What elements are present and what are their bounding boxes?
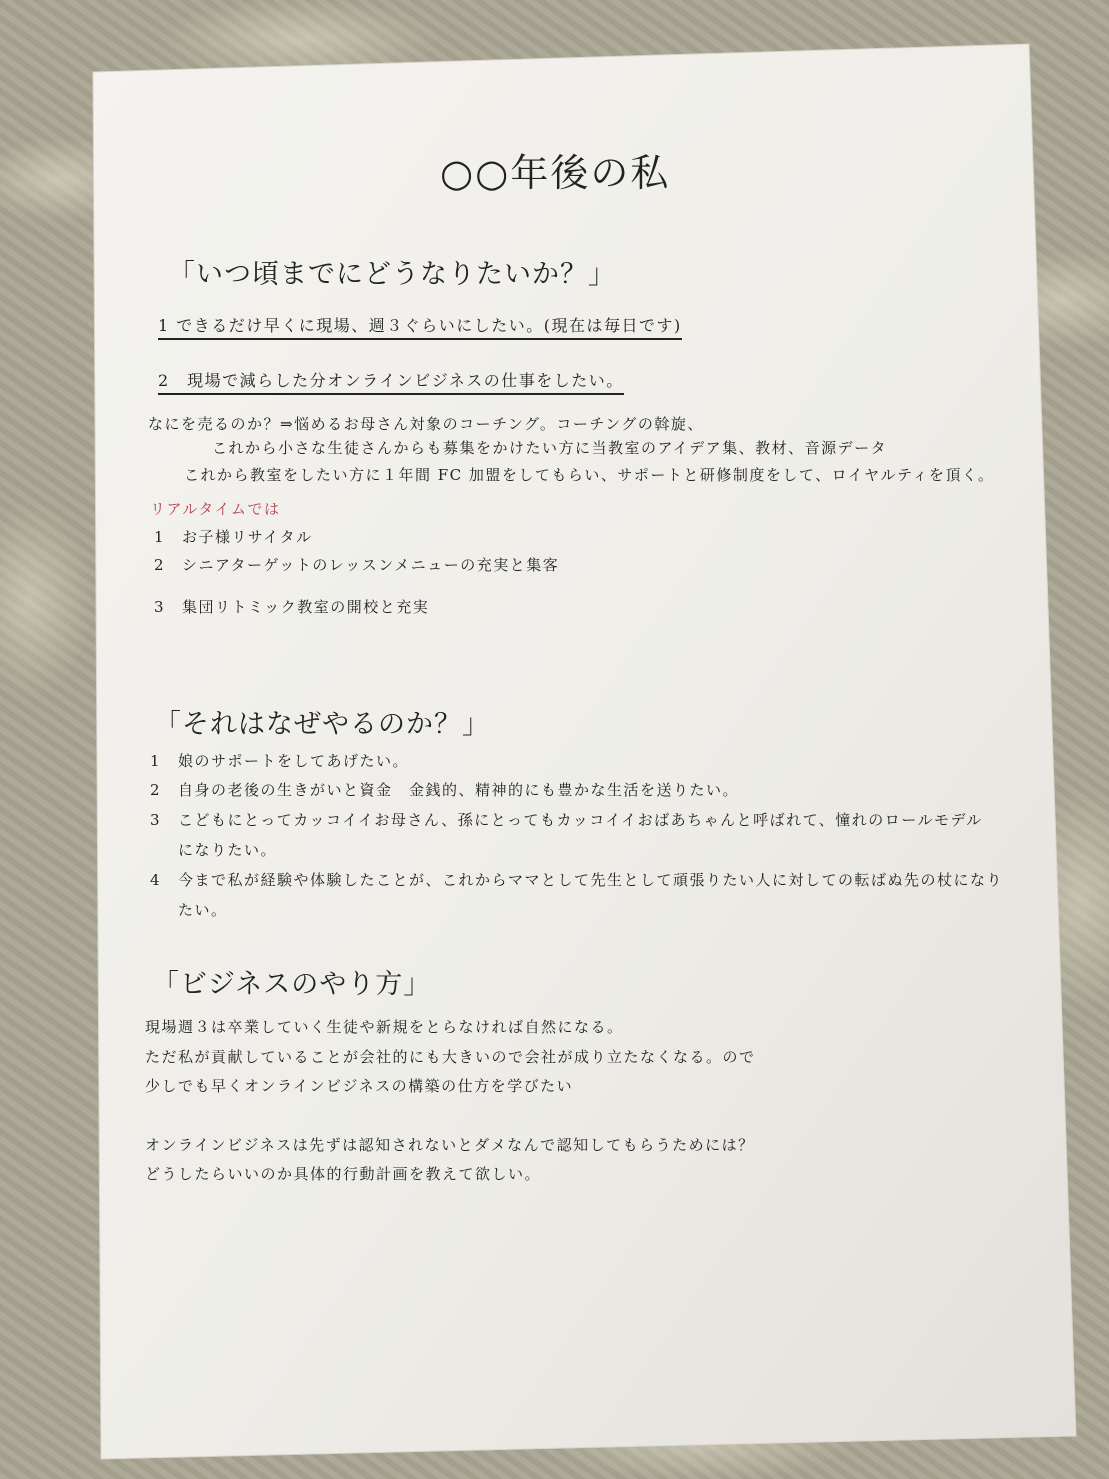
item-text: お子様リサイタル	[182, 528, 313, 546]
item-number: 3	[154, 598, 166, 616]
reason-continuation: たい。	[178, 901, 228, 919]
realtime-item	[154, 526, 313, 547]
item-text: 今まで私が経験や体験したことが、これからママとして先生として頑張りたい人に対しての転ばぬ先の杖になり	[178, 871, 1004, 889]
goal-2: 2 現場で減らした分オンラインビジネスの仕事をしたい。	[158, 368, 624, 395]
item-text: 娘のサポートをしてあげたい。	[178, 752, 410, 770]
item-number: 1	[150, 752, 162, 770]
item-text: 集団リトミック教室の開校と充実	[182, 598, 430, 616]
heading-how: 「ビジネスのやり方」	[152, 969, 432, 1000]
item-text: シニアターゲットのレッスンメニューの充実と集客	[182, 556, 560, 574]
online-line-2: これから小さな生徒さんからも募集をかけたい方に当教室のアイデア集、教材、音源データ	[212, 439, 888, 457]
realtime-item	[154, 554, 559, 575]
goal-1: 1 できるだけ早くに現場、週３ぐらいにしたい。(現在は毎日です)	[158, 313, 682, 340]
reason-continuation: になりたい。	[178, 841, 278, 859]
reason-item	[150, 809, 983, 830]
item-number: 1	[154, 528, 166, 546]
online-line-3: これから教室をしたい方に１年間 FC 加盟をしてもらい、サポートと研修制度をして、ロイヤルティを頂く。	[184, 466, 995, 484]
realtime-label: リアルタイムでは	[150, 500, 281, 518]
document-title: ○○年後の私	[440, 151, 671, 195]
item-text: こどもにとってカッコイイお母さん、孫にとってもカッコイイおばあちゃんと呼ばれて、憧れのロールモデル	[178, 811, 983, 829]
paragraph-line: 現場週３は卒業していく生徒や新規をとらなければ自然になる。	[145, 1018, 624, 1036]
item-number: 4	[150, 871, 162, 889]
reason-item	[150, 869, 1003, 890]
online-line-1: なにを売るのか？⇒悩めるお母さん対象のコーチング。コーチングの斡旋、	[148, 415, 704, 433]
paragraph-line: ただ私が貢献していることが会社的にも大きいので会社が成り立たなくなる。ので	[145, 1048, 756, 1066]
paragraph-line: オンラインビジネスは先ずは認知されないとダメなんで認知してもらうためには？	[145, 1136, 755, 1154]
reason-item	[150, 750, 409, 771]
realtime-item	[154, 596, 429, 617]
item-number: 2	[150, 781, 162, 799]
item-number: 2	[154, 556, 166, 574]
reason-item	[150, 779, 739, 800]
paragraph-line: 少しでも早くオンラインビジネスの構築の仕方を学びたい	[145, 1077, 574, 1095]
item-text: 自身の老後の生きがいと資金 金銭的、精神的にも豊かな生活を送りたい。	[178, 781, 740, 799]
item-number: 3	[150, 811, 162, 829]
heading-why: 「それはなぜやるのか？」	[154, 709, 490, 740]
paragraph-line: どうしたらいいのか具体的行動計画を教えて欲しい。	[145, 1165, 542, 1183]
heading-when: 「いつ頃までにどうなりたいか？」	[168, 259, 616, 290]
